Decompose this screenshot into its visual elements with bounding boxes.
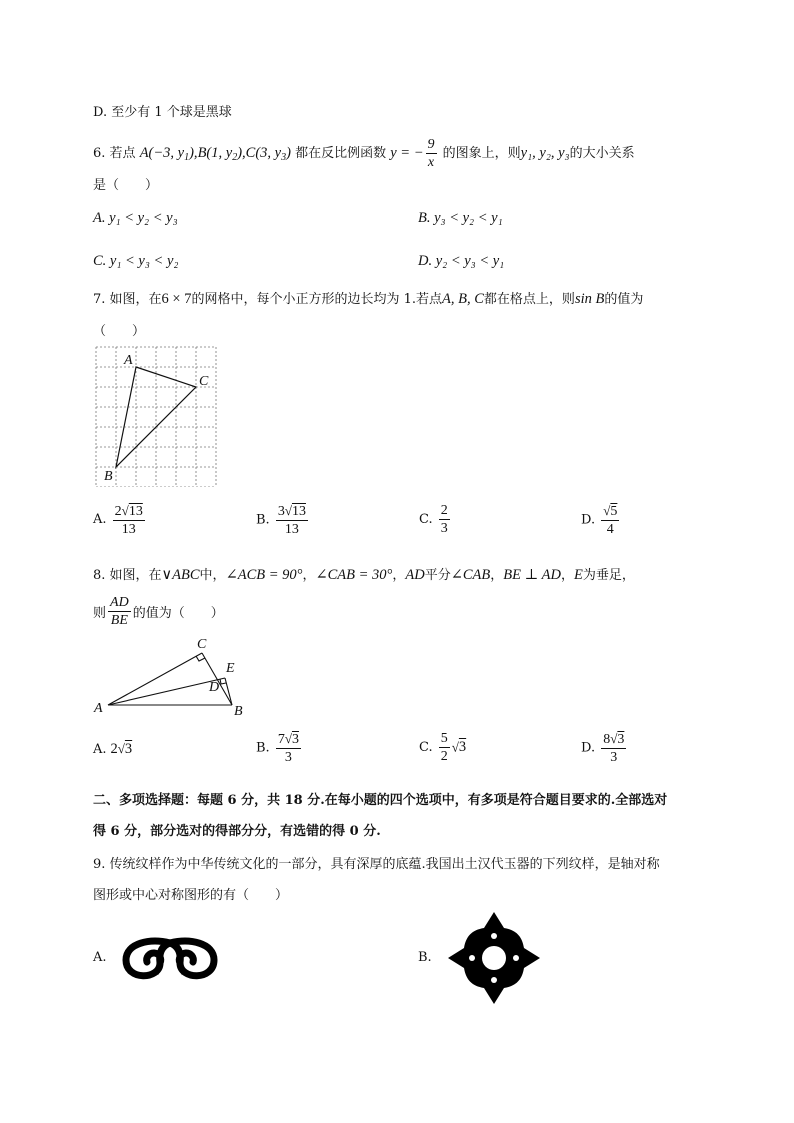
q8-label-e: E [226,661,235,676]
q6-stem-line2: 是（ ） [93,178,159,193]
q8-label-b: B [234,704,243,718]
q6-number: 6. 若点 [93,146,136,161]
q6-tail-text: 的图象上，则 [442,146,521,161]
q8-ratio-fraction: $\frac{AD}{BE}$ [110,595,129,628]
q7-option-d: D. $\frac{√5}{4}$ [581,503,618,537]
q7-label-c: C [199,374,209,389]
q8-triangle-figure [93,633,263,718]
q8-option-a: A. 2√3 [93,741,133,757]
q6-option-a: A. y₁ < y₂ < y₃ [93,210,178,226]
q8-bisector-ad [108,678,225,705]
q6-point-c: C(3, $y_3$) [245,145,291,163]
q7-label-b: B [104,469,113,484]
q7-text-d: 的值为 [604,292,644,307]
q7-points: A, B, C [442,291,484,307]
q7-text-c: 都在格点上，则 [483,292,575,307]
q7-grid-size: 6 × 7 [161,291,192,307]
q8-triangle-name: ∨ABC [161,567,200,583]
q9-stem-line2: 图形或中心对称图形的有（ ） [93,888,289,903]
q6-tail2-text: 的大小关系 [569,146,635,161]
q8-perp-be [225,678,232,705]
q7-option-b: B. $\frac{3√13}{13}$ [256,503,306,537]
q7-stem-line1 [93,288,643,308]
q9-stem-line1: 9. 传统纹样作为中华传统文化的一部分，具有深厚的底蕴.我国出土汉代玉器的下列纹样，是轴对称 [93,857,660,872]
q7-grid-lines [96,347,216,487]
q8-angle-acb: ∠ACB = 90° [225,567,303,583]
q6-stem-line1 [93,136,635,171]
q7-grid-figure [93,345,223,487]
q8-stem-line2: 则 $\frac{AD}{BE}$ 的值为（ ） [93,595,224,628]
q7-paren: （ ） [93,324,146,339]
q8-option-d: D. $\frac{8√3}{3}$ [581,731,625,765]
section2-header-line1: 二、多项选择题：每题 6 分，共 18 分.在每小题的四个选项中，有多项是符合题目要求的.全部选对 [93,793,668,808]
q9-option-a-label: A. [93,950,107,965]
q8-label-c: C [197,637,207,652]
section2-header-line2: 得 6 分，部分选对的得部分分，有选错的得 0 分. [93,824,381,839]
q7-text-b: 的网格中，每个小正方形的边长均为 1.若点 [191,292,443,307]
q8-perpendicular: BE ⊥ AD [503,567,561,583]
q7-sinb: sin B [574,291,605,307]
q6-function-fraction: $\frac{9}{x}$ [427,137,435,170]
q6-option-b: B. y₃ < y₂ < y₁ [418,210,503,226]
q8-option-c: C. $\frac{5}{2}$ √3 [419,731,467,764]
q8-side-ac [108,653,202,705]
q8-label-a: A [94,701,103,716]
double-scroll-icon [120,935,220,985]
q7-option-a: A. $\frac{2√13}{13}$ [93,503,143,537]
q8-stem-line1: 8. 如图，在∨ABC中，∠ACB = 90°，∠CAB = 30°，AD平分∠CAB，BE ⊥ AD，E为垂足， [93,567,635,583]
four-petal-ring-icon [446,910,542,1006]
q9-option-b-label: B. [418,950,432,965]
q6-function-lhs: y = − [390,145,424,161]
q7-label-a: A [124,353,133,368]
q7-text-a: 7. 如图，在 [93,292,162,307]
q6-option-d: D. y₂ < y₃ < y₁ [418,253,505,269]
q8-option-b: B. $\frac{7√3}{3}$ [256,731,299,765]
q6-point-a: A(−3, $y_1$), [139,145,198,163]
q6-option-c: C. y₁ < y₃ < y₂ [93,253,179,269]
q6-mid-text: 都在反比例函数 [295,146,387,161]
q8-angle-cab: ∠CAB = 30° [315,567,393,583]
q7-option-c: C. $\frac{2}{3}$ [419,503,448,536]
q8-label-d: D [209,680,220,695]
q6-vars: y₁, y₂, y₃ [520,145,570,161]
q5-option-d: D. 至少有 1 个球是黑球 [93,105,232,120]
q6-point-b: B(1, $y_2$), [197,145,246,163]
